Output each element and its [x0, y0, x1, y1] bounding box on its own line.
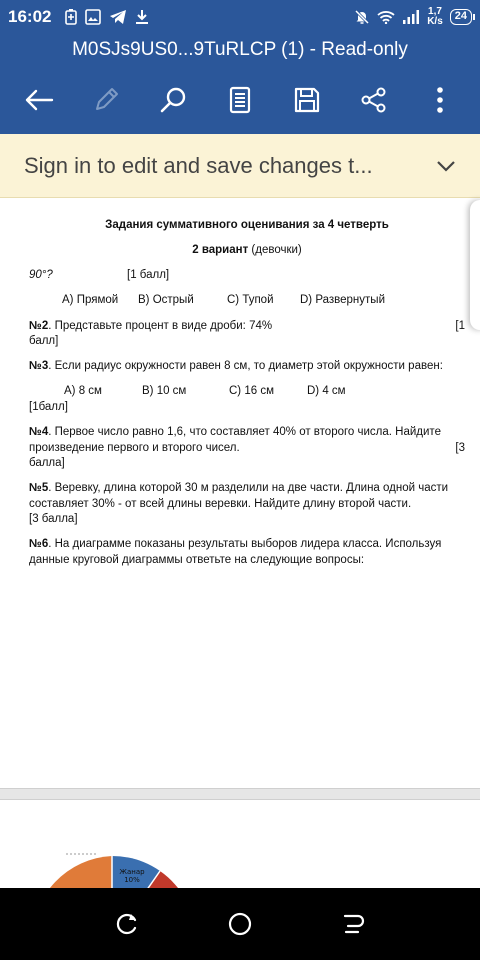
battery-saver-icon — [65, 9, 77, 25]
q1-options — [62, 293, 385, 309]
q6-line1: . На диаграмме показаны результаты выборов лидера класса. Используя — [48, 538, 442, 550]
q4-points-b: балла] — [29, 457, 65, 469]
q4-line2: произведение первого и второго чисел. — [29, 442, 240, 454]
reading-view-icon — [229, 86, 251, 114]
wifi-icon — [377, 10, 395, 24]
recents-button[interactable] — [114, 911, 140, 937]
q1-points: [1 балл] — [127, 269, 170, 281]
q5-line1: . Веревку, длина которой 30 м разделили на две части. Длина одной части — [48, 482, 449, 494]
speed-unit: K/s — [427, 16, 443, 27]
variant-label: 2 вариант — [192, 244, 249, 256]
status-bar — [0, 0, 480, 34]
q5-points: [3 балла] — [29, 513, 78, 525]
save-button[interactable] — [285, 78, 329, 122]
q3-option-c: C) 16 см — [229, 385, 274, 397]
more-options-button[interactable] — [418, 78, 462, 122]
sign-in-banner-text: Sign in to edit and save changes t... — [24, 152, 373, 178]
gallery-icon — [85, 9, 101, 25]
share-icon — [360, 86, 388, 114]
notification-icons — [65, 9, 149, 25]
question-2 — [29, 319, 465, 335]
q4-number: №4 — [29, 426, 49, 438]
doc-variant — [29, 243, 465, 259]
search-button[interactable] — [151, 78, 195, 122]
q1-option-c: C) Тупой — [227, 294, 274, 306]
question-4 — [29, 425, 465, 441]
doc-heading: Задания суммативного оценивания за 4 четверть — [105, 219, 389, 231]
edit-button[interactable] — [84, 78, 128, 122]
q3-points: [1балл] — [29, 401, 68, 413]
q2-text: . Представьте процент в виде дроби: 74% — [48, 320, 273, 332]
q2-points-b: балл] — [29, 335, 59, 347]
network-speed — [427, 7, 443, 27]
variant-note: (девочки) — [248, 244, 302, 256]
telegram-icon — [109, 9, 127, 25]
q2-number: №2 — [29, 320, 49, 332]
page-separator — [0, 788, 480, 800]
search-icon — [159, 86, 187, 114]
q3-options — [64, 384, 346, 400]
signal-icon — [402, 10, 420, 24]
battery-indicator: 24 — [450, 9, 472, 25]
q4-line1: . Первое число равно 1,6, что составляет 40% от второго числа. Найдите — [48, 426, 441, 438]
q1-option-d: D) Развернутый — [300, 294, 385, 306]
document-title: M0SJs9US0...9TuRLCP (1) - Read-only — [0, 34, 480, 66]
q3-number: №3 — [29, 360, 49, 372]
question-6 — [29, 537, 465, 553]
sign-in-banner[interactable] — [0, 134, 480, 198]
slice-label-name: Жанар — [119, 868, 145, 876]
save-icon — [293, 86, 321, 114]
q3-option-b: B) 10 см — [142, 385, 187, 397]
back-button[interactable] — [17, 78, 61, 122]
download-icon — [135, 9, 149, 25]
q1-option-a: A) Прямой — [62, 294, 119, 306]
q3-option-a: A) 8 см — [64, 385, 102, 397]
back-arrow-icon — [24, 88, 54, 112]
reading-view-button[interactable] — [218, 78, 262, 122]
q5-line2: составляет 30% - от всей длины веревки. Найдите длину второй части. — [29, 498, 412, 510]
app-toolbar — [0, 66, 480, 134]
q6-line2: данные круговой диаграммы ответьте на следующие вопросы: — [29, 554, 365, 566]
speed-value: 1,7 — [428, 6, 442, 17]
q3-text: . Если радиус окружности равен 8 см, то диаметр этой окружности равен: — [48, 360, 443, 372]
question-3 — [29, 359, 465, 375]
status-time: 16:02 — [8, 7, 52, 26]
document-page — [0, 198, 480, 788]
pie-chart-image — [0, 800, 480, 888]
scroll-handle[interactable] — [470, 200, 480, 330]
slice-label-pct: 10% — [124, 876, 140, 884]
pie-slice-orange — [32, 856, 112, 888]
q4-points-a: [3 — [455, 442, 465, 454]
q1-option-b: B) Острый — [138, 294, 194, 306]
chevron-down-icon[interactable] — [436, 160, 456, 172]
back-nav-button[interactable] — [340, 911, 366, 937]
more-icon — [436, 86, 444, 114]
question-1 — [29, 268, 465, 284]
document-page-2 — [0, 800, 480, 888]
system-navigation-bar — [0, 888, 480, 960]
mute-icon — [354, 9, 370, 25]
q6-number: №6 — [29, 538, 49, 550]
home-button[interactable] — [227, 911, 253, 937]
question-5 — [29, 481, 465, 497]
q3-option-d: D) 4 см — [307, 385, 346, 397]
q1-text: 90°? — [29, 269, 53, 281]
share-button[interactable] — [352, 78, 396, 122]
system-icons — [354, 7, 472, 27]
pen-icon — [92, 86, 120, 114]
q5-number: №5 — [29, 482, 49, 494]
q2-points-a: [1 — [455, 320, 465, 332]
